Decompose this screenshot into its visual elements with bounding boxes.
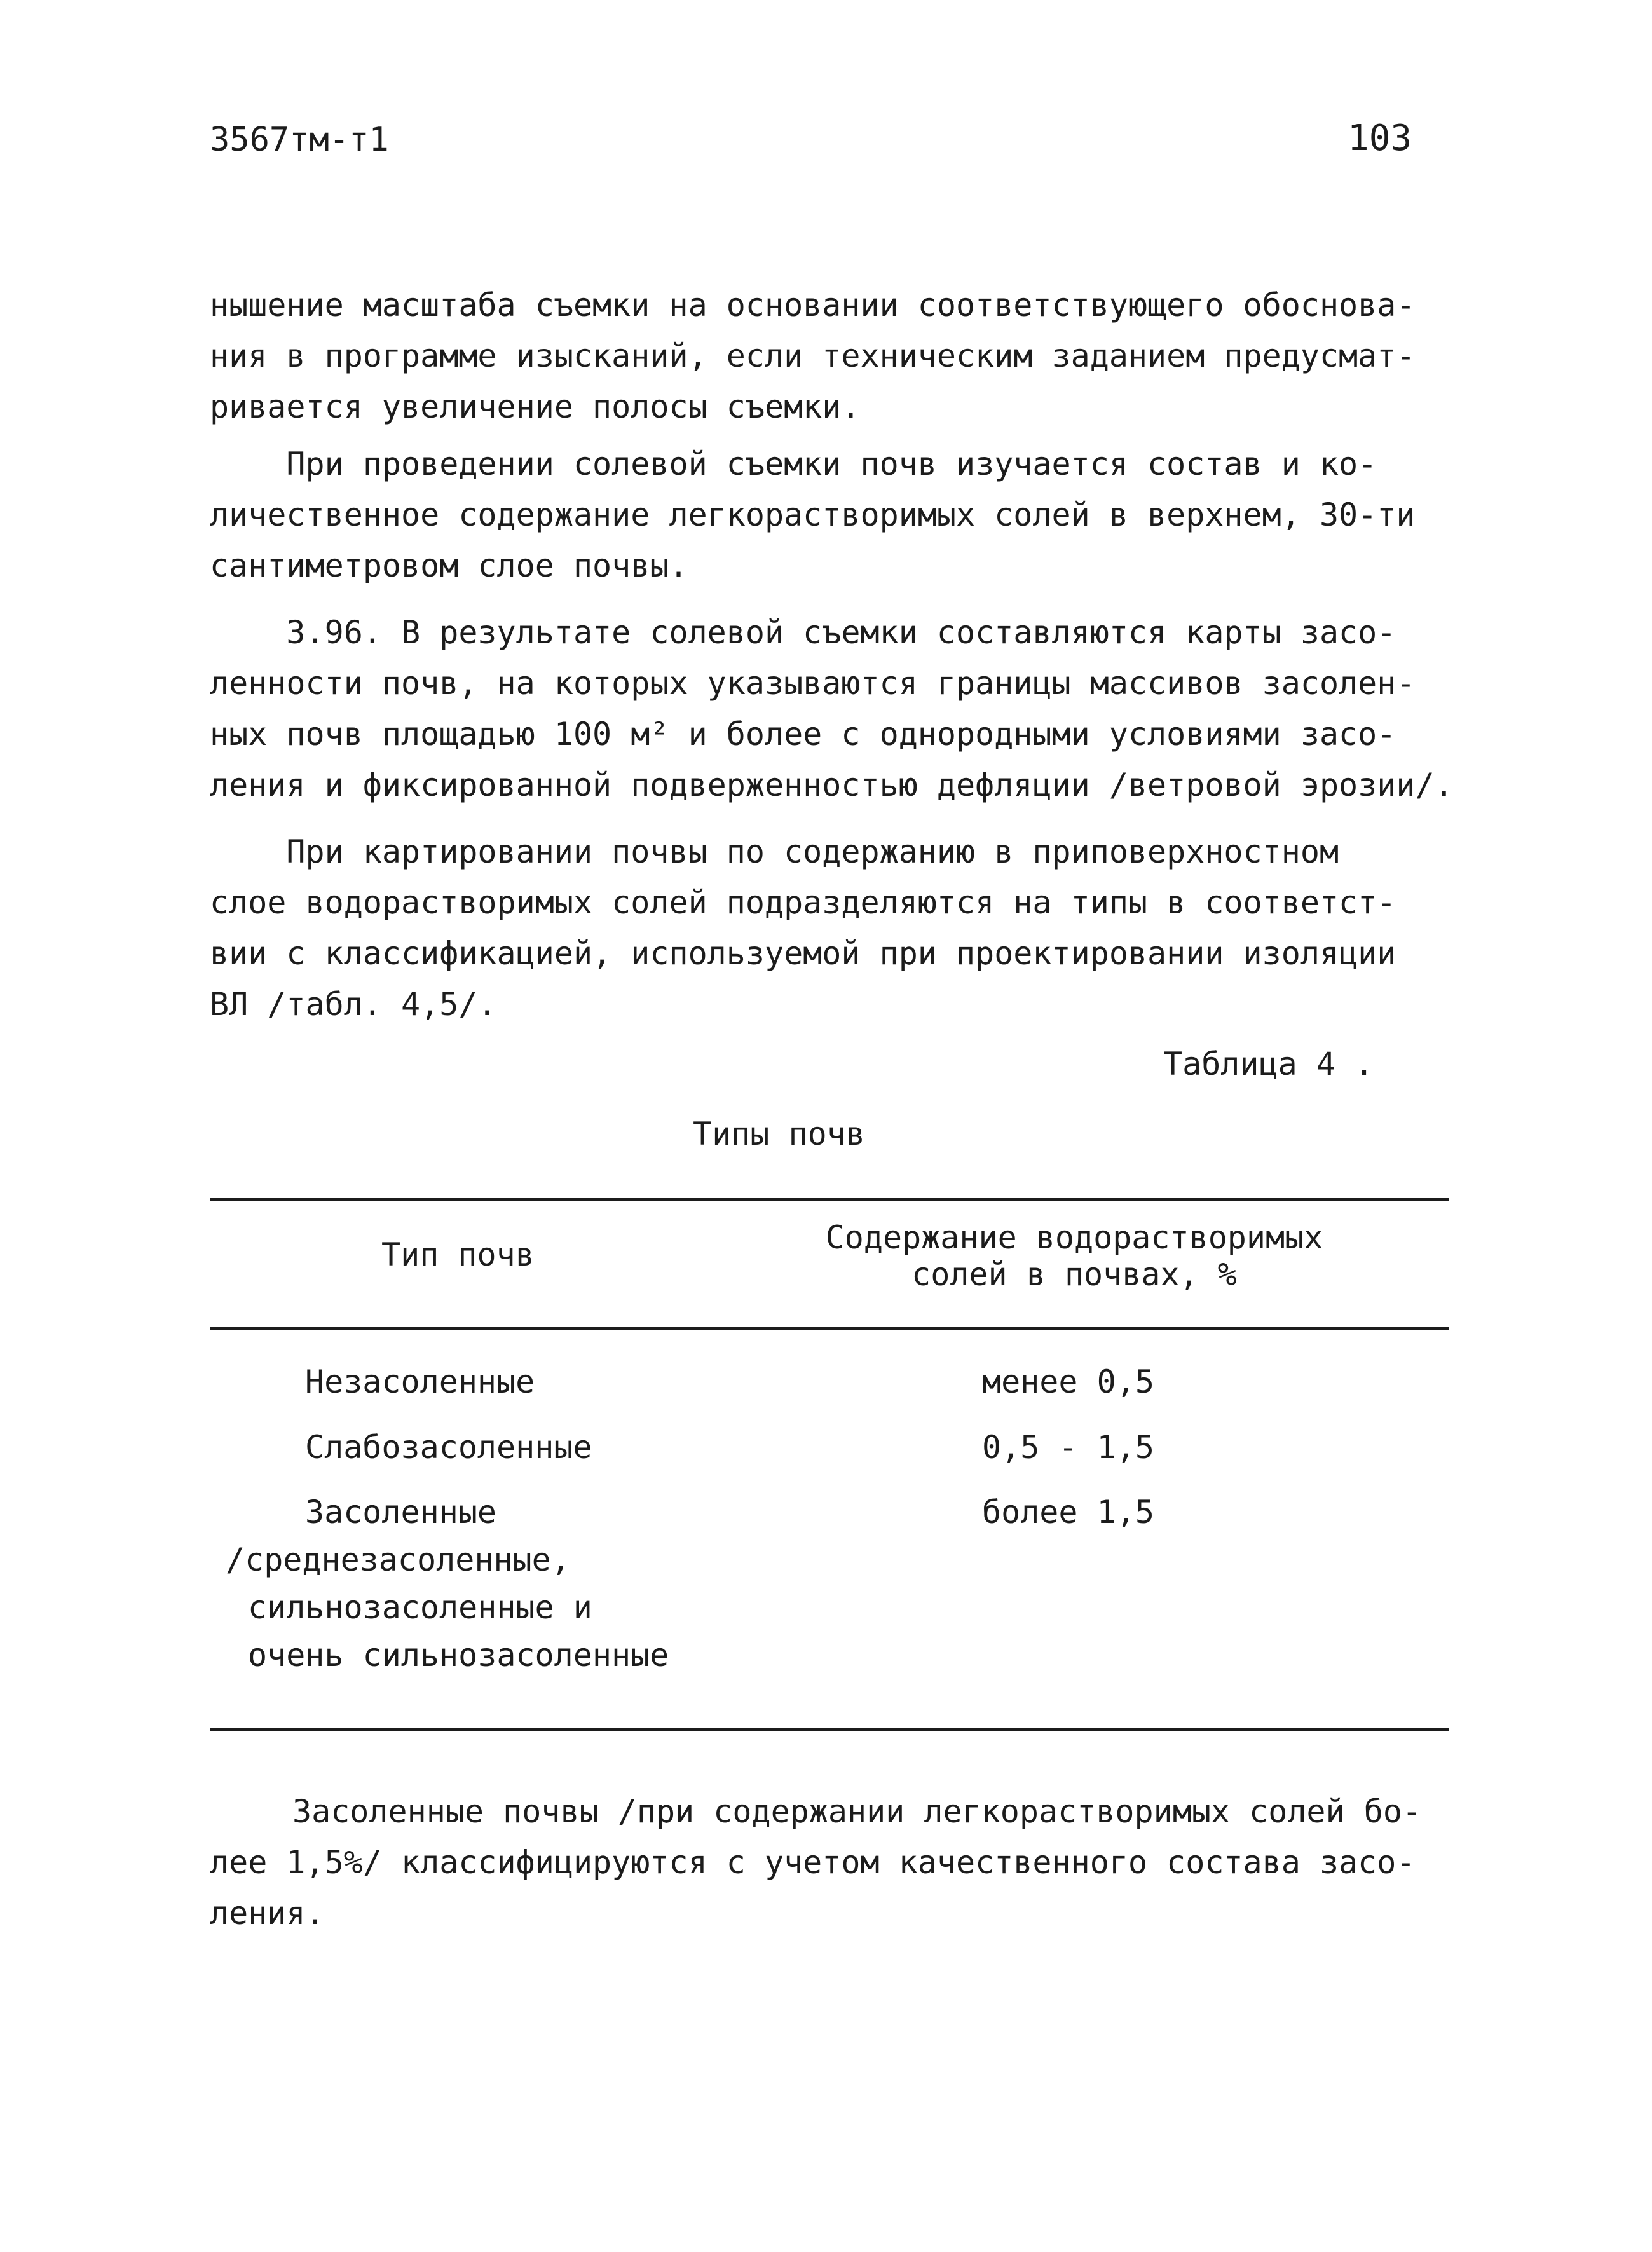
text-line: нышение масштаба съемки на основании соответствующего обоснова- [210, 287, 1416, 324]
document-code: 3567тм-т1 [210, 121, 389, 159]
header-salt-content [788, 1219, 1360, 1293]
text-line: Засоленные почвы /при содержании легкорастворимых солей бо- [292, 1793, 1422, 1830]
text-line: ния в программе изысканий, если техническим заданием предусмат- [210, 338, 1416, 374]
text-line: вии с классификацией, используемой при проектировании изоляции [210, 935, 1396, 972]
text-line: 3.96. В результате солевой съемки составляются карты засо- [210, 614, 1396, 651]
text-line: личественное содержание легкорастворимых солей в верхнем, 30-ти [210, 496, 1416, 533]
header-line: солей в почвах, % [911, 1256, 1237, 1293]
text-line: лее 1,5%/ классифицируются с учетом качественного состава засо- [210, 1844, 1416, 1881]
text-line: сантиметровом слое почвы. [210, 547, 688, 584]
table-caption: Таблица 4 . [1163, 1046, 1374, 1082]
text-line: ления и фиксированной подверженностью дефляции /ветровой эрозии/. [210, 767, 1454, 803]
text-line: ривается увеличение полосы съемки. [210, 388, 861, 425]
paragraph-mapping [210, 826, 1468, 1030]
text-line: ления. [210, 1895, 325, 1932]
row-type-note: сильнозасоленные и [248, 1589, 592, 1626]
text-line: ленности почв, на которых указываются границы массивов засолен- [210, 665, 1416, 702]
row-value-cell: 0,5 - 1,5 [982, 1429, 1154, 1466]
table-top-rule [210, 1198, 1449, 1201]
row-type-cell: Засоленные [305, 1494, 497, 1531]
text-line: При картировании почвы по содержанию в приповерхностном [210, 833, 1339, 870]
row-value-cell: более 1,5 [982, 1494, 1154, 1531]
text-line: ных почв площадью 100 м² и более с однородными условиями засо- [210, 716, 1396, 753]
row-value-cell: менее 0,5 [982, 1363, 1154, 1400]
row-type-note: /среднезасоленные, [226, 1541, 570, 1578]
row-type-cell: Слабозасоленные [305, 1429, 592, 1466]
text-line: ВЛ /табл. 4,5/. [210, 986, 497, 1023]
row-type-cell: Незасоленные [305, 1363, 535, 1400]
row-type-note: очень сильнозасоленные [248, 1637, 669, 1674]
table-title: Типы почв [693, 1116, 865, 1152]
paragraph-survey-scale [210, 280, 1468, 432]
table-header-rule [210, 1327, 1449, 1330]
header-soil-type: Тип почв [381, 1236, 535, 1273]
text-line: слое водорастворимых солей подразделяются на типы в соответст- [210, 884, 1396, 921]
table-bottom-rule [210, 1728, 1449, 1731]
header-line: Содержание водорастворимых [825, 1219, 1323, 1256]
page-number: 103 [1348, 118, 1412, 159]
paragraph-3-96 [210, 607, 1468, 810]
paragraph-footnote [210, 1786, 1475, 1939]
paragraph-salt-survey [210, 439, 1468, 591]
text-line: При проведении солевой съемки почв изучается состав и ко- [210, 446, 1377, 482]
